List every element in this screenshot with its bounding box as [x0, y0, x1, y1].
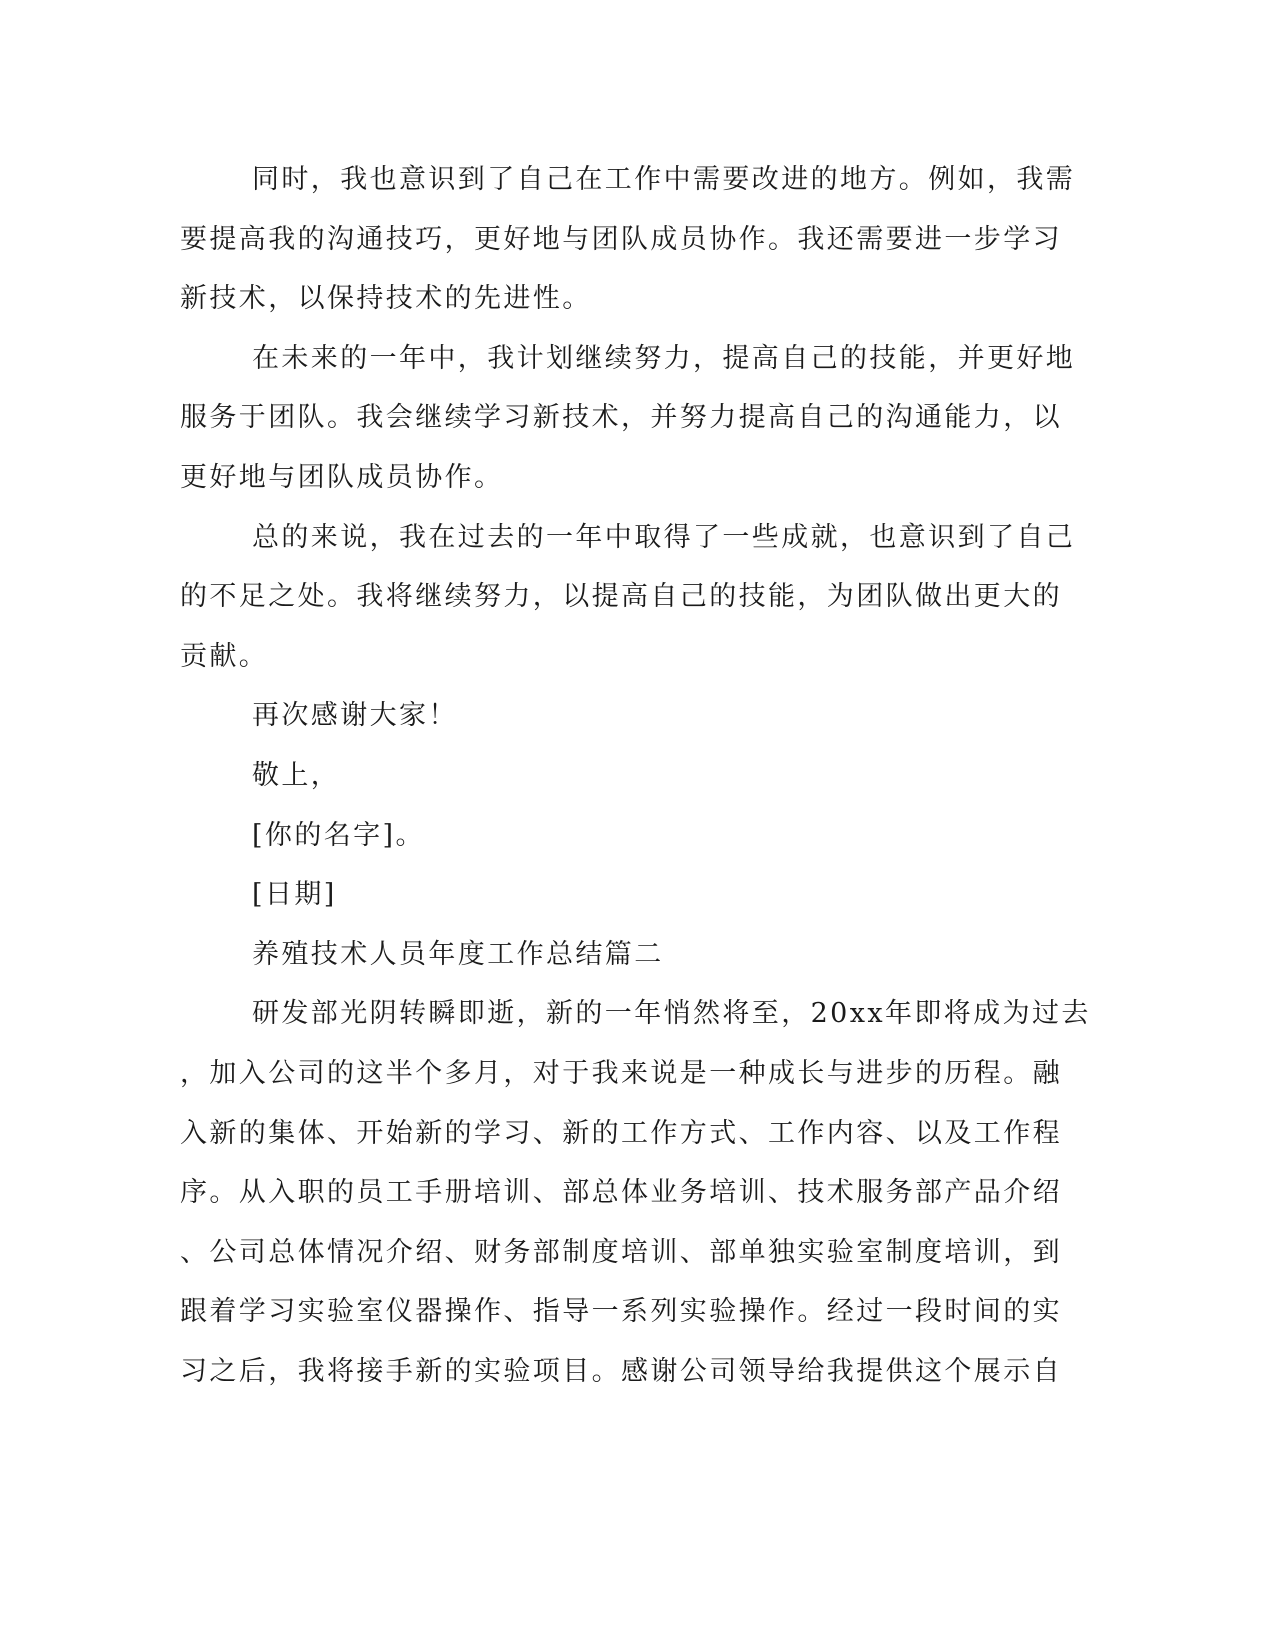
paragraph-line: 在未来的一年中，我计划继续努力，提高自己的技能，并更好地 [252, 342, 1076, 374]
paragraph-line: 贡献。 [180, 640, 269, 672]
closing-line: 敬上， [252, 759, 341, 791]
paragraph-line: 入新的集体、开始新的学习、新的工作方式、工作内容、以及工作程 [180, 1117, 1062, 1149]
paragraph-line: 总的来说，我在过去的一年中取得了一些成就，也意识到了自己 [252, 521, 1076, 553]
paragraph-line: 的不足之处。我将继续努力，以提高自己的技能，为团队做出更大的 [180, 581, 1062, 613]
paragraph-line: 跟着学习实验室仪器操作、指导一系列实验操作。经过一段时间的实 [180, 1296, 1062, 1328]
document-body [180, 150, 1091, 1401]
paragraph-line: ，加入公司的这半个多月，对于我来说是一种成长与进步的历程。融 [180, 1057, 1062, 1089]
paragraph-line: 、公司总体情况介绍、财务部制度培训、部单独实验室制度培训，到 [180, 1236, 1062, 1268]
signature-name-line: [你的名字]。 [252, 819, 425, 851]
paragraph-line: 同时，我也意识到了自己在工作中需要改进的地方。例如，我需 [252, 164, 1076, 195]
paragraph-line: 研发部光阴转瞬即逝，新的一年悄然将至，20xx年即将成为过去 [252, 998, 1091, 1030]
paragraph-line: 新技术，以保持技术的先进性。 [180, 283, 592, 315]
paragraph-line: 更好地与团队成员协作。 [180, 461, 504, 493]
paragraph-line: 序。从入职的员工手册培训、部总体业务培训、技术服务部产品介绍 [180, 1177, 1062, 1209]
thanks-line: 再次感谢大家！ [252, 700, 458, 732]
paragraph-line: 要提高我的沟通技巧，更好地与团队成员协作。我还需要进一步学习 [180, 223, 1062, 255]
paragraph-line: 习之后，我将接手新的实验项目。感谢公司领导给我提供这个展示自 [180, 1355, 1062, 1387]
paragraph-line: 服务于团队。我会继续学习新技术，并努力提高自己的沟通能力，以 [180, 402, 1062, 434]
signature-date-line: [日期] [252, 879, 337, 911]
section-title: 养殖技术人员年度工作总结篇二 [252, 938, 664, 970]
